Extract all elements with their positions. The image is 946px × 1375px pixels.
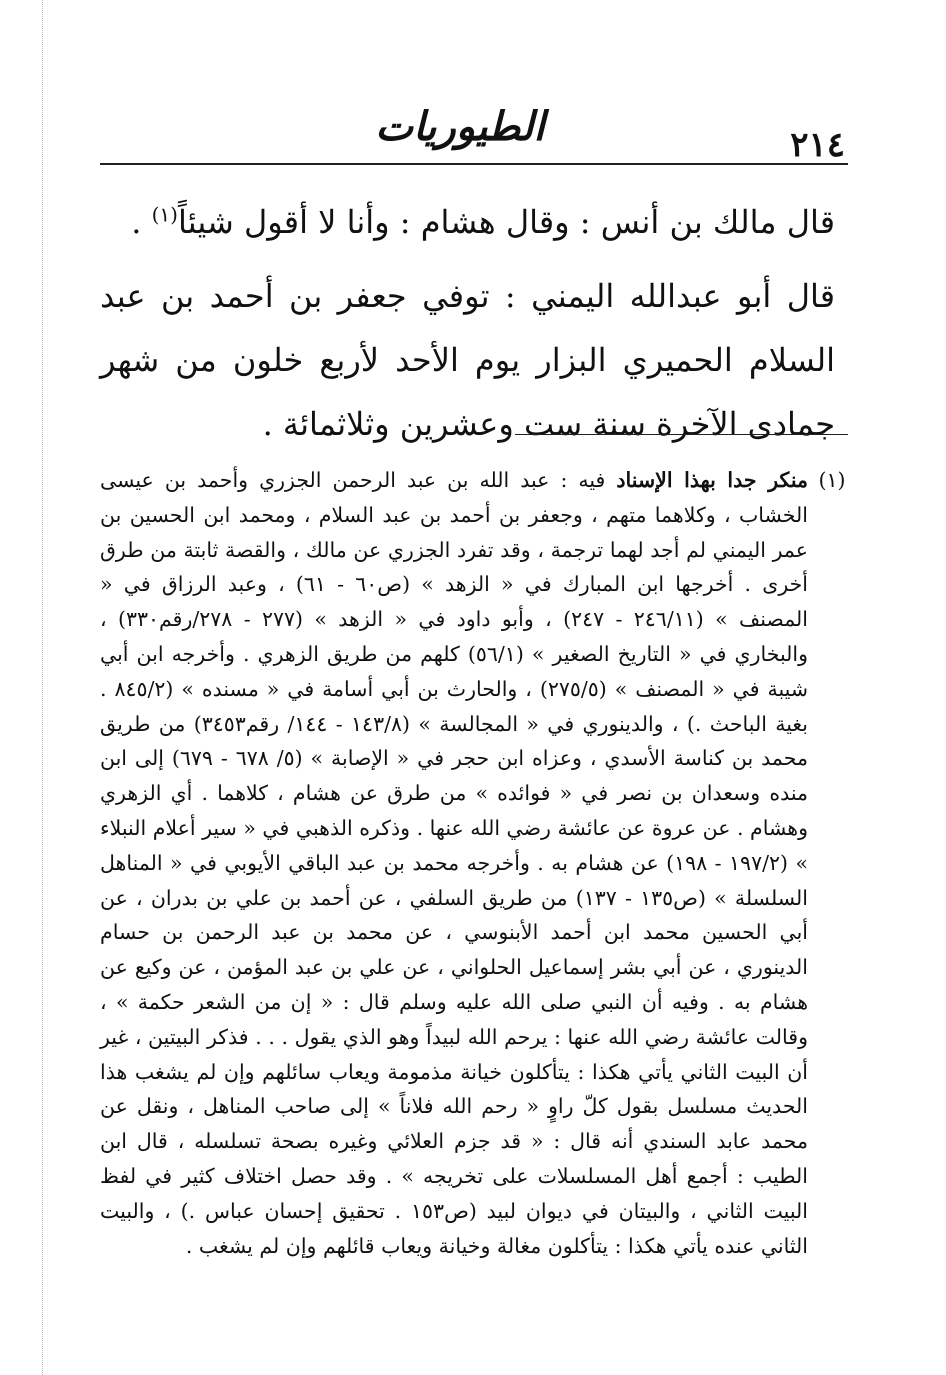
footnote-body bbox=[100, 463, 808, 1263]
footnote bbox=[100, 463, 850, 1263]
footnote-number: (١) bbox=[818, 468, 846, 492]
footnote-reference: (١) bbox=[151, 202, 178, 227]
paragraph-1-text: قال مالك بن أنس : وقال هشام : وأنا لا أقول شيئاً bbox=[177, 203, 835, 241]
footnote-rule bbox=[515, 434, 848, 435]
running-title: الطيوريات bbox=[375, 103, 545, 150]
footnote-lead: منكر جدا بهذا الإسناد bbox=[616, 468, 809, 492]
header-rule bbox=[100, 163, 848, 165]
paragraph-1-end: . bbox=[131, 203, 152, 241]
page-header bbox=[100, 95, 845, 165]
paragraph-1 bbox=[100, 190, 835, 254]
paragraph-2: قال أبو عبدالله اليمني : توفي جعفر بن أحمد بن عبد السلام الحميري البزار يوم الأحد لأربع خلون من شهر جمادى الآخرة سنة ست وعشرين وثلاثمائة . bbox=[100, 277, 835, 443]
main-text bbox=[100, 190, 835, 456]
page-edge-dotted-line bbox=[42, 0, 43, 1375]
page-number: ٢١٤ bbox=[790, 125, 845, 165]
footnote-text: فيه : عبد الله بن عبد الرحمن الجزري وأحمد بن عيسى الخشاب ، وكلاهما متهم ، وجعفر بن أحمد بن عبد السلام ، ومحمد ابن الحسين بن عمر اليمني لم أجد لهما ترجمة ، وقد تفرد الجزري عن مالك ، والقصة ثابتة من طرق أخرى . أخرجها ابن المبارك في « الزهد » (ص٦٠ - ٦١) ، وعبد الرزاق في « المصنف » (٢٤٦/١١ - ٢٤٧) ، وأبو داود في « الزهد » (٢٧٧ - ٢٧٨/رقم٣٣٠) ، والبخاري في « التاريخ الصغير » (٥٦/١) كلهم من طريق الزهري . وأخرجه ابن أبي شيبة في « المصنف » (٢٧٥/٥) ، والحارث بن أبي أسامة في « مسنده » (٨٤٥/٢ . بغية الباحث .) ، والدينوري في « المجالسة » (١٤٣/٨ - ١٤٤/ رقم٣٤٥٣) من طريق محمد بن كناسة الأسدي ، وعزاه ابن حجر في « الإصابة » (٥/ ٦٧٨ - ٦٧٩) إلى ابن منده وسعدان بن نصر في « فوائده » من طرق عن هشام ، كلاهما . أي الزهري وهشام . عن عروة عن عائشة رضي الله عنها . وذكره الذهبي في « سير أعلام النبلاء » (١٩٧/٢ - ١٩٨) عن هشام به . وأخرجه محمد بن عبد الباقي الأيوبي في « المناهل السلسلة » (ص١٣٥ - ١٣٧) من طريق السلفي ، عن أحمد بن علي بن بدران ، عن أبي الحسين محمد ابن أحمد الأبنوسي ، عن محمد بن عبد الرحمن بن حسام الدينوري ، عن أبي بشر إسماعيل الحلواني ، عن علي بن عبد المؤمن ، عن وكيع عن هشام به . وفيه أن النبي صلى الله عليه وسلم قال : « إن من الشعر حكمة » ، وقالت عائشة رضي الله عنها : يرحم الله لبيداً وهو الذي يقول . . . فذكر البيتين ، غير أن البيت الثاني يأتي هكذا : يتأكلون خيانة مذمومة ويعاب سائلهم وإن لم يشغب هذا الحديث مسلسل بقول كلّ راوٍ « رحم الله فلاناً » إلى صاحب المناهل ، ونقل عن محمد عابد السندي أنه قال : « قد جزم العلائي وغيره بصحة تسلسله ، قال ابن الطيب : أجمع أهل المسلسلات على تخريجه » . وقد حصل اختلاف كثير في لفظ البيت الثاني ، والبيتان في ديوان لبيد (ص١٥٣ . تحقيق إحسان عباس .) ، والبيت الثاني عنده يأتي هكذا : يتأكلون مغالة وخيانة ويعاب قائلهم وإن لم يشغب . bbox=[100, 468, 809, 1258]
